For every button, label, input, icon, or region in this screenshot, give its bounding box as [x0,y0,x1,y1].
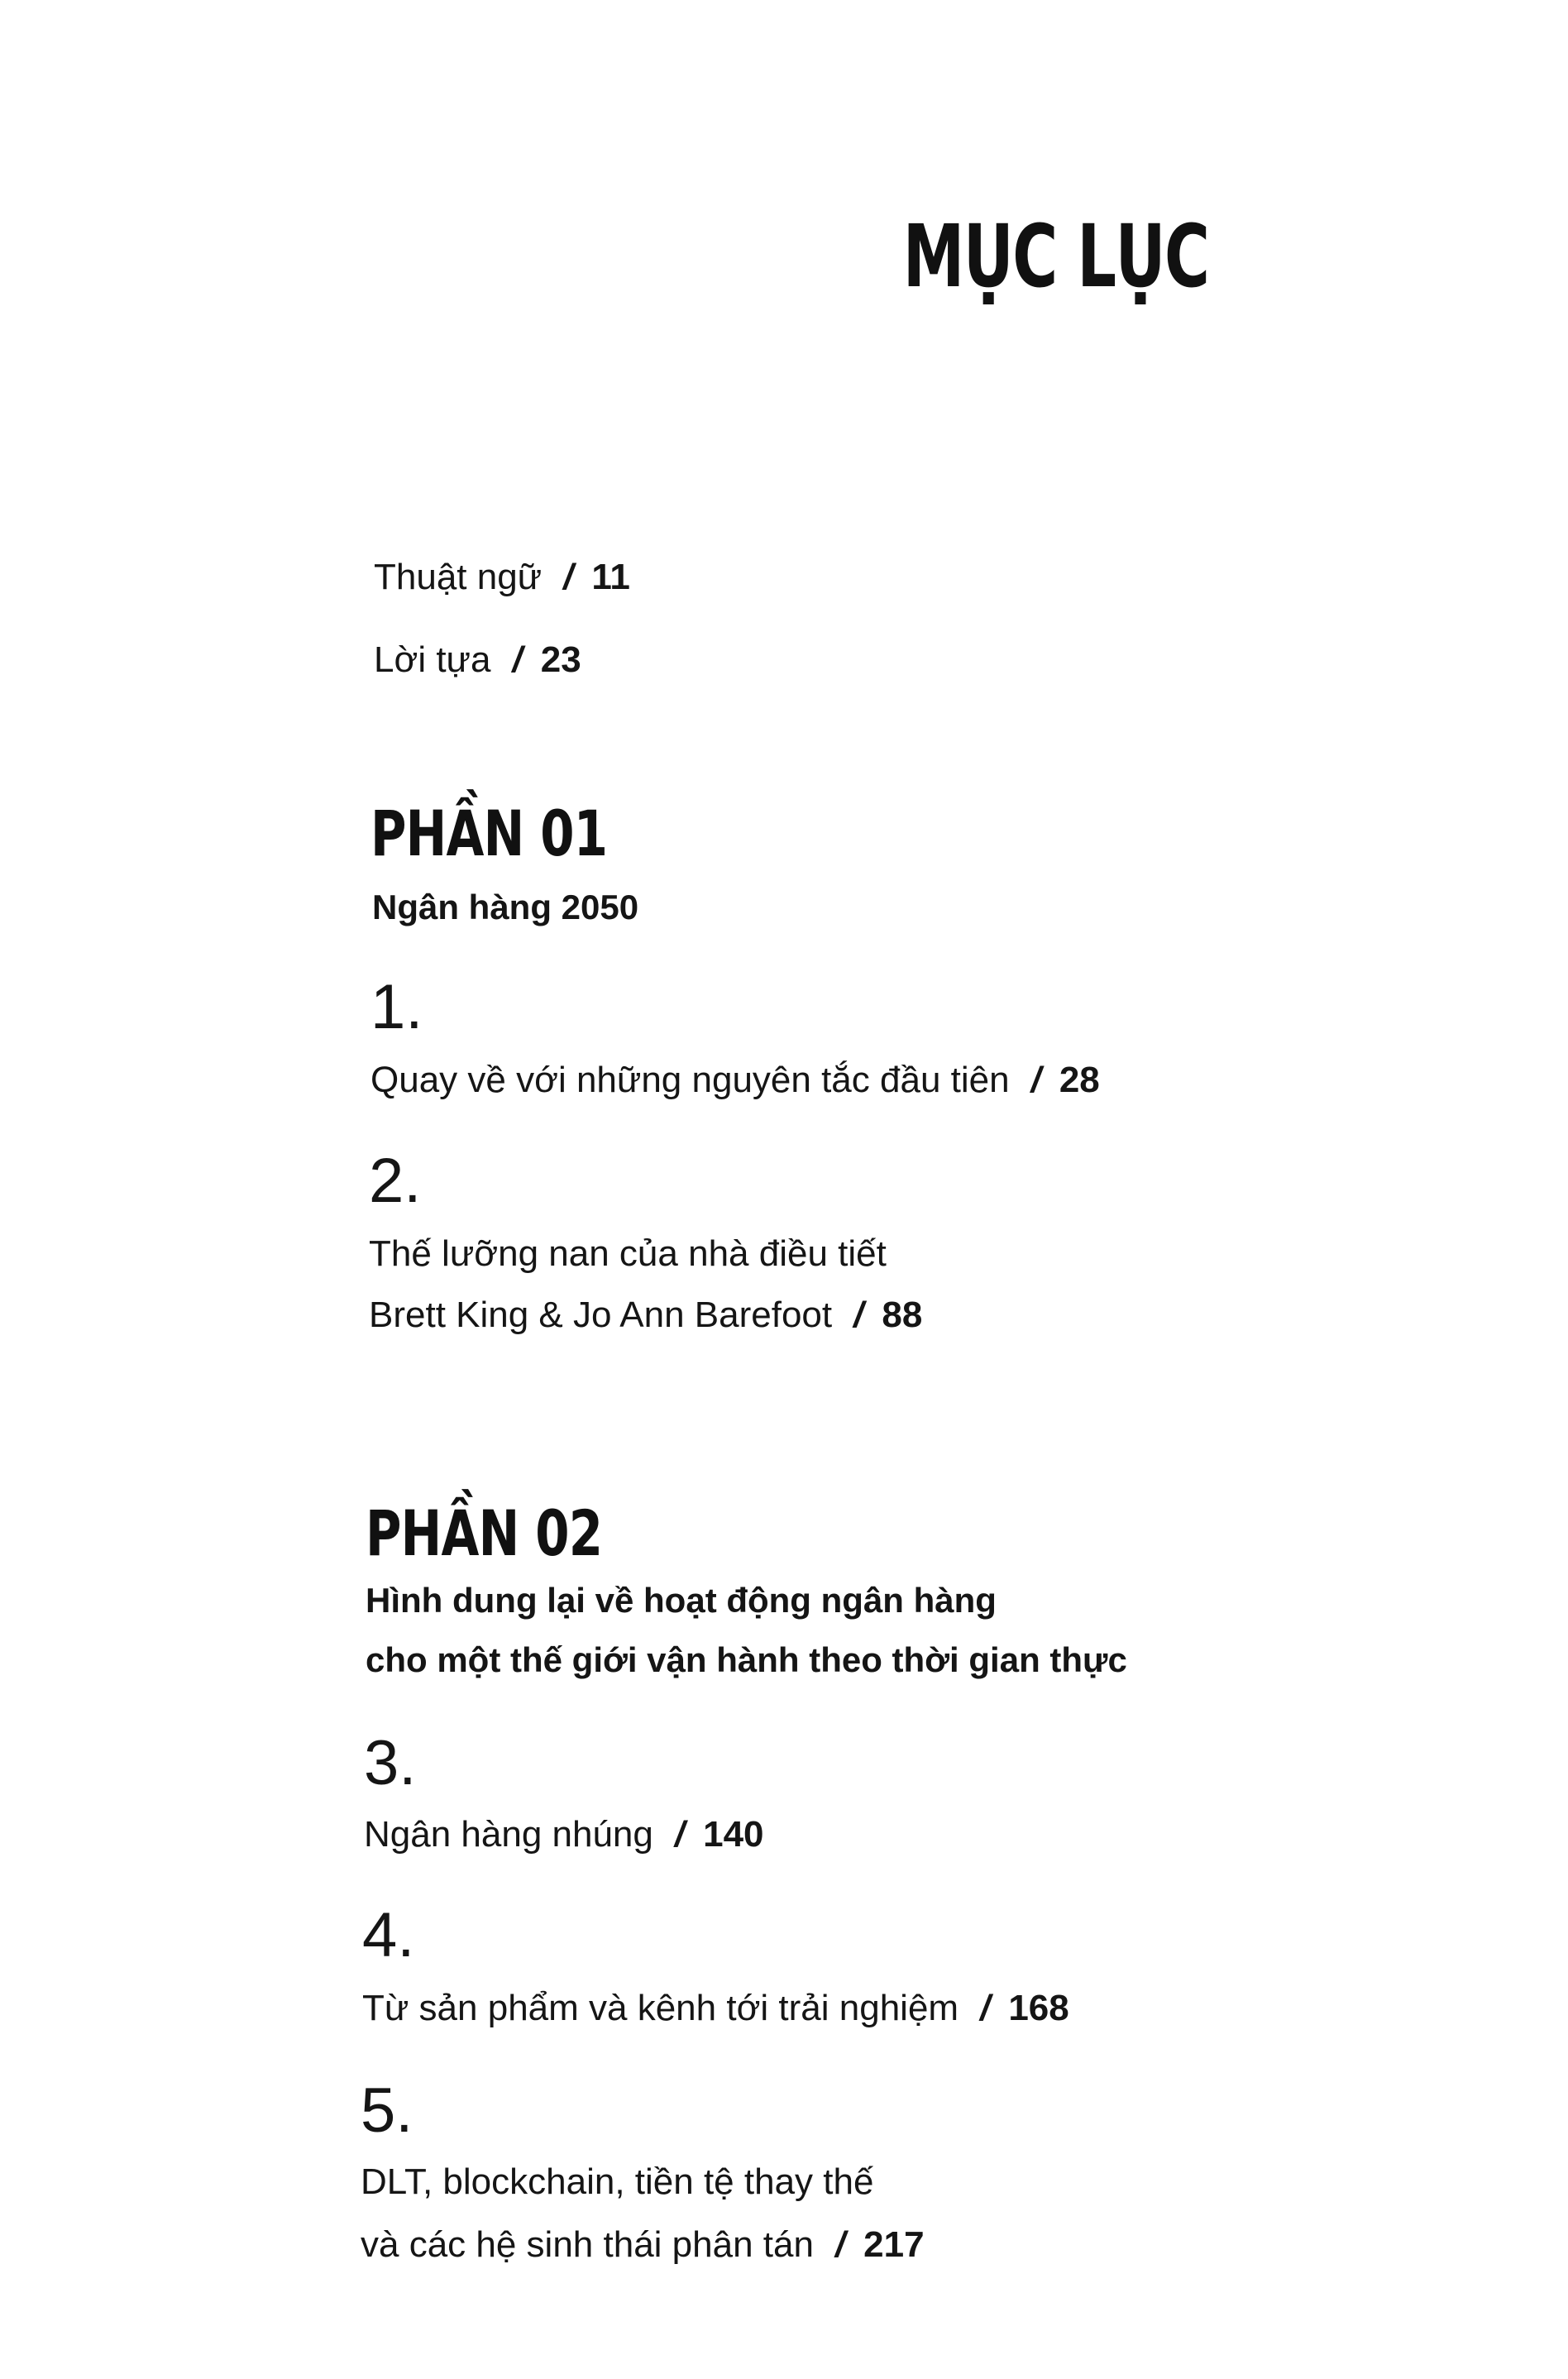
entry-label: Thuật ngữ [374,557,543,597]
chapter-4-number: 4. [362,1900,415,1970]
entry-separator: / [512,639,523,680]
entry-separator: / [853,1295,864,1335]
entry-separator: / [1030,1060,1041,1100]
part-01-subtitle: Ngân hàng 2050 [372,888,639,926]
part-02-heading: PHẦN 02 [366,1496,603,1570]
toc-entry-chapter-4[interactable] [362,1990,1069,2027]
entry-page-number: 23 [540,639,581,680]
toc-entry-chapter-2-authors[interactable] [369,1297,922,1333]
toc-entry-chapter-5-line-1[interactable] [361,2161,874,2202]
entry-page-number: 217 [863,2224,925,2265]
entry-separator: / [834,2224,846,2265]
entry-label: Lời tựa [374,639,491,680]
chapter-1-number: 1. [370,972,423,1042]
entry-page-number: 28 [1059,1060,1100,1100]
entry-label: Từ sản phẩm và kênh tới trải nghiệm [362,1988,959,2028]
entry-separator: / [563,557,574,597]
toc-entry-chapter-2-title[interactable] [369,1233,887,1274]
part-01-heading: PHẦN 01 [370,797,608,870]
entry-page-number: 140 [703,1814,764,1855]
entry-label: Brett King & Jo Ann Barefoot [369,1295,833,1335]
entry-label: DLT, blockchain, tiền tệ thay thế [361,2161,874,2202]
entry-label: và các hệ sinh thái phân tán [361,2224,814,2265]
part-02-subtitle-line-2: cho một thế giới vận hành theo thời gian thực [366,1640,1127,1679]
toc-entry-preface[interactable] [374,639,581,680]
toc-entry-glossary[interactable] [374,559,630,596]
entry-page-number: 11 [591,557,630,597]
part-02-subtitle-line-1: Hình dung lại về hoạt động ngân hàng [366,1581,997,1620]
chapter-5-number: 5. [361,2075,414,2146]
toc-entry-chapter-1[interactable] [370,1062,1100,1099]
entry-page-number: 168 [1008,1988,1069,2028]
chapter-2-number: 2. [369,1146,422,1216]
entry-separator: / [674,1814,686,1855]
entry-label: Quay về với những nguyên tắc đầu tiên [370,1060,1010,1100]
entry-label: Thế lưỡng nan của nhà điều tiết [369,1233,887,1274]
toc-entry-chapter-5-line-2[interactable] [361,2224,925,2265]
toc-title: MỤC LỤC [903,206,1209,307]
entry-separator: / [980,1988,991,2028]
chapter-3-number: 3. [364,1728,417,1798]
entry-page-number: 88 [882,1295,923,1335]
toc-entry-chapter-3[interactable] [364,1814,764,1855]
entry-label: Ngân hàng nhúng [364,1814,653,1855]
